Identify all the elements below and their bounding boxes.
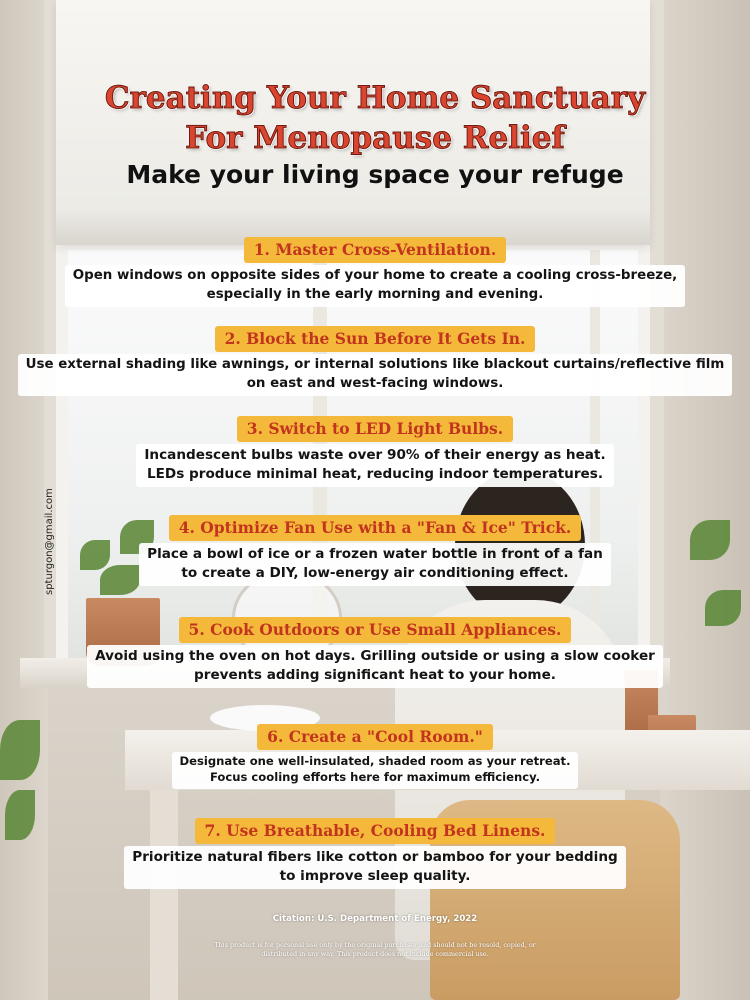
tip-body-line: Prioritize natural fibers like cotton or bamboo for your bedding bbox=[132, 849, 618, 865]
tip-heading: 5. Cook Outdoors or Use Small Appliances. bbox=[179, 617, 572, 643]
tip-body-line: Incandescent bulbs waste over 90% of their energy as heat. bbox=[144, 447, 606, 463]
tip-3 bbox=[0, 416, 750, 487]
tip-body-line: prevents adding significant heat to your home. bbox=[194, 666, 556, 683]
tip-body-line: on east and west-facing windows. bbox=[246, 375, 504, 391]
tip-body-line: LEDs produce minimal heat, reducing indoor temperatures. bbox=[146, 465, 604, 482]
tip-body bbox=[87, 645, 663, 688]
tip-2 bbox=[0, 326, 750, 396]
tip-body bbox=[172, 752, 579, 789]
tip-body-line: Place a bowl of ice or a frozen water bottle in front of a fan bbox=[147, 546, 603, 562]
tip-body bbox=[18, 354, 733, 396]
tip-heading: 6. Create a "Cool Room." bbox=[257, 724, 493, 750]
tip-body-line: especially in the early morning and evening. bbox=[206, 286, 544, 302]
tip-heading: 2. Block the Sun Before It Gets In. bbox=[215, 326, 536, 352]
page-title-line-1: Creating Your Home Sanctuary bbox=[104, 80, 646, 116]
tip-heading: 7. Use Breathable, Cooling Bed Linens. bbox=[195, 818, 556, 844]
page-title-line-2: For Menopause Relief bbox=[185, 120, 565, 156]
author-email: spturgon@gmail.com bbox=[44, 488, 55, 595]
tip-body-line: to improve sleep quality. bbox=[279, 867, 471, 884]
tip-7 bbox=[0, 818, 750, 889]
tip-4 bbox=[0, 515, 750, 586]
page-subtitle: Make your living space your refuge bbox=[126, 160, 624, 189]
tip-body bbox=[65, 265, 686, 307]
tip-body bbox=[139, 543, 611, 586]
tip-body-line: Avoid using the oven on hot days. Grilling outside or using a slow cooker bbox=[95, 648, 655, 664]
tip-heading: 3. Switch to LED Light Bulbs. bbox=[237, 416, 513, 442]
tip-body-line: Designate one well-insulated, shaded room as your retreat. bbox=[179, 754, 571, 768]
tip-heading: 4. Optimize Fan Use with a "Fan & Ice" Trick. bbox=[169, 515, 582, 541]
tip-body-line: to create a DIY, low-energy air conditioning effect. bbox=[181, 564, 569, 581]
tip-heading: 1. Master Cross-Ventilation. bbox=[244, 237, 506, 263]
disclaimer-line: distributed in any way. This product does not include commercial use. bbox=[261, 949, 489, 958]
tip-body bbox=[136, 444, 613, 487]
tip-5 bbox=[0, 617, 750, 688]
disclaimer-line: This product is for personal use only by the original purchaser and should not be resold, copied, or bbox=[214, 941, 536, 949]
tip-body-line: Open windows on opposite sides of your home to create a cooling cross-breeze, bbox=[72, 268, 678, 283]
tip-6 bbox=[0, 724, 750, 789]
tip-body bbox=[124, 846, 625, 889]
citation: Citation: U.S. Department of Energy, 2022 bbox=[272, 914, 478, 924]
tip-1 bbox=[0, 237, 750, 307]
disclaimer bbox=[0, 941, 750, 958]
tip-body-line: Use external shading like awnings, or internal solutions like blackout curtains/reflective film bbox=[25, 357, 725, 372]
tip-body-line: Focus cooling efforts here for maximum efficiency. bbox=[209, 769, 541, 784]
